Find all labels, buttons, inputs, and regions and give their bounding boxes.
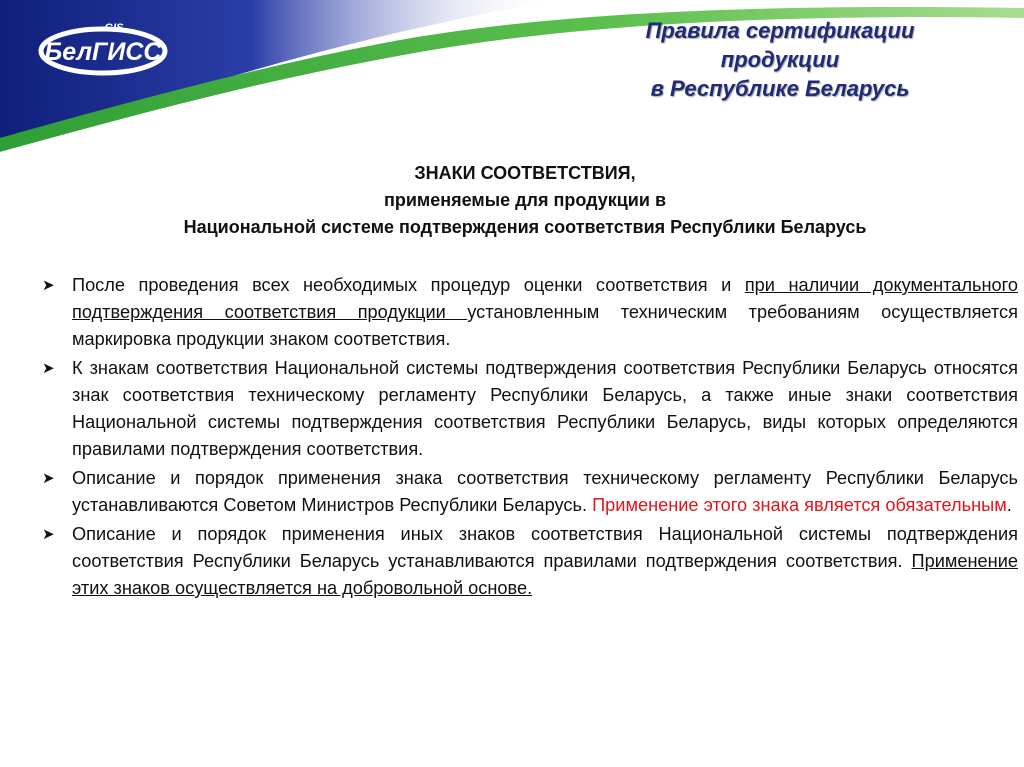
title-line-2: продукции — [720, 47, 840, 72]
title-line-1: Правила сертификации — [645, 18, 915, 43]
heading-line-1: ЗНАКИ СООТВЕТСТВИЯ, — [414, 163, 636, 183]
bullet-item — [34, 355, 1018, 463]
bullet-3-red: Применение этого знака является обязательным — [592, 495, 1007, 515]
bullet-1-underlined: при наличии документального подтверждения соответствия продукции — [72, 275, 1018, 322]
bullet-4-text: Описание и порядок применения иных знаков соответствия Национальной системы подтверждения соответствия Республики Беларусь устанавливаются правилами подтверждения соответствия. — [72, 524, 1018, 571]
heading-line-3: Национальной системе подтверждения соответствия Республики Беларусь — [183, 217, 867, 237]
bullet-3-after: . — [1006, 495, 1012, 515]
arrow-bullet-icon: ➤ — [42, 277, 55, 294]
bullet-4-underlined: Применение этих знаков осуществляется на добровольной основе. — [72, 551, 1018, 598]
slide-title — [560, 16, 1000, 103]
belgiss-logo — [32, 18, 174, 78]
arrow-bullet-icon: ➤ — [42, 526, 55, 543]
heading-line-2: применяемые для продукции в — [383, 190, 667, 210]
logo-text: БелГИСС — [44, 38, 162, 66]
bullet-2-text: К знакам соответствия Национальной системы подтверждения соответствия Республики Беларусь относятся знак соответствия техническому регламенту Республики Беларусь, а также иные знаки соответствия Национальной системы подтверждения соответствия Республики Беларусь, виды которых определяются правилами подтверждения соответствия. — [72, 358, 1018, 459]
bullet-item — [34, 465, 1018, 519]
bullet-list — [34, 272, 1018, 604]
bullet-item — [34, 521, 1018, 602]
bullet-item — [34, 272, 1018, 353]
arrow-bullet-icon: ➤ — [42, 470, 55, 487]
arrow-bullet-icon: ➤ — [42, 360, 55, 377]
section-heading — [40, 160, 1010, 241]
title-line-3: в Республике Беларусь — [650, 76, 910, 101]
bullet-3-text: Описание и порядок применения знака соответствия техническому регламенту Республики Беларусь устанавливаются Советом Министров Республики Беларусь. — [72, 468, 1018, 515]
bullet-1-text: После проведения всех необходимых процедур оценки соответствия и — [72, 275, 745, 295]
bullet-1-after: установленным техническим требованиям осуществляется маркировка продукции знаком соответствия. — [72, 302, 1018, 349]
logo-mark: GIS — [104, 22, 124, 34]
